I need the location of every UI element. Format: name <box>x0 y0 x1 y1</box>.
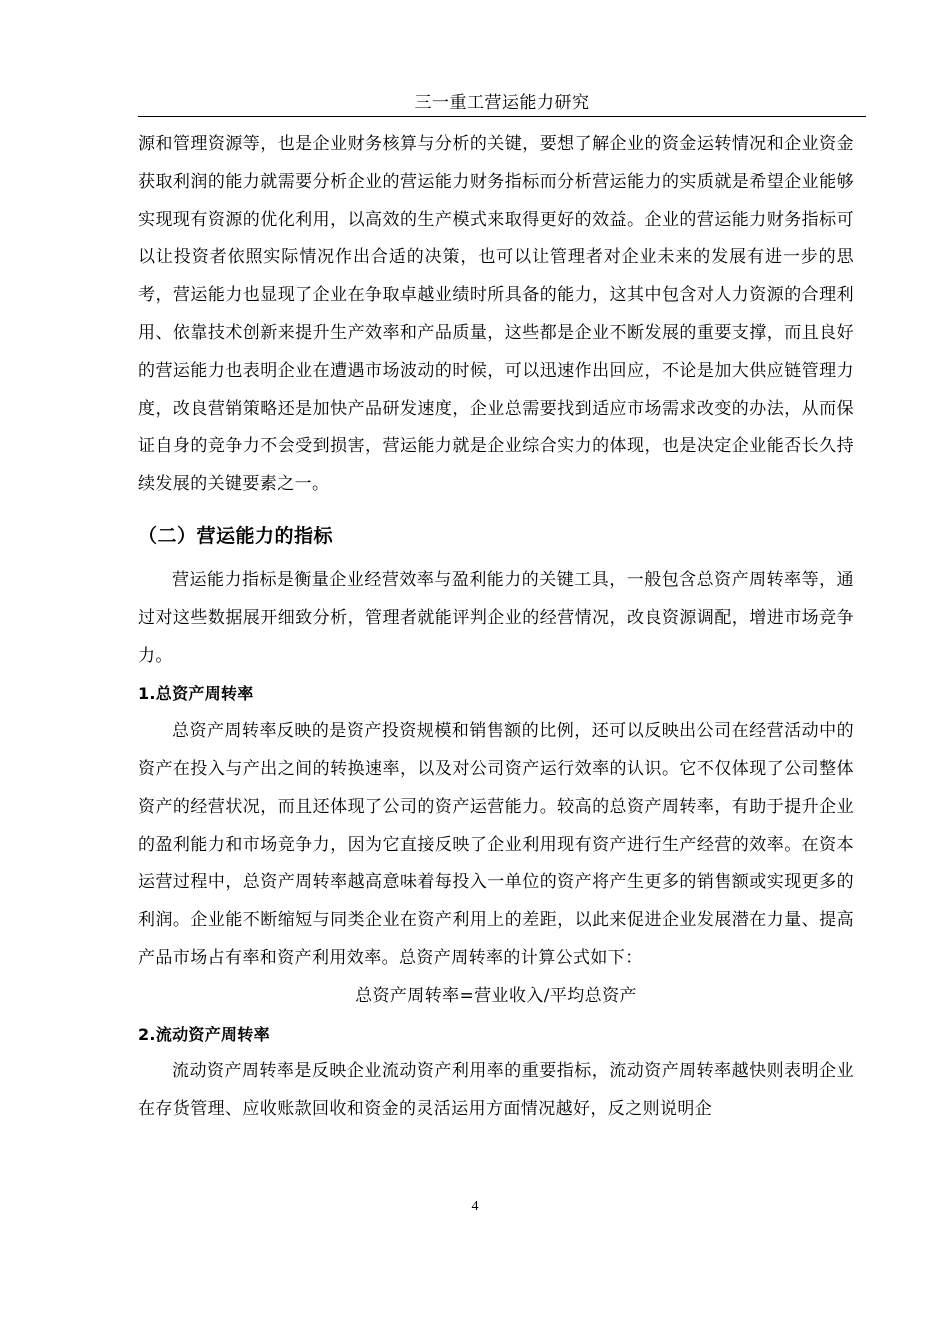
subheading-current-asset-turnover: 2.流动资产周转率 <box>138 1024 270 1044</box>
subheading-total-asset-turnover: 1.总资产周转率 <box>138 684 254 704</box>
total-asset-turnover-paragraph: 总资产周转率反映的是资产投资规模和销售额的比例，还可以反映出公司在经营活动中的资产在投入与产出之间的转换速率，以及对公司资产运行效率的认识。它不仅体现了公司整体资产的经营状况，而且还体现了公司的资产运营能力。较高的总资产周转率，有助于提升企业的盈利能力和市场竞争力，因为它直接反映了企业利用现有资产进行生产经营的效率。在资本运营过程中，总资产周转率越高意味着每投入一单位的资产将产生更多的销售额或实现更多的利润。企业能不断缩短与同类企业在资产利用上的差距，以此来促进企业发展潜在力量、提高产品市场占有率和资产利用效率。总资产周转率的计算公式如下： <box>138 721 854 968</box>
intro-paragraph: 源和管理资源等，也是企业财务核算与分析的关键，要想了解企业的资金运转情况和企业资金获取利润的能力就需要分析企业的营运能力财务指标而分析营运能力的实质就是希望企业能够实现现有资源的优化利用，以高效的生产模式来取得更好的效益。企业的营运能力财务指标可以让投资者依照实际情况作出合适的决策，也可以让管理者对企业未来的发展有进一步的思考，营运能力也显现了企业在争取卓越业绩时所具备的能力，这其中包含对人力资源的合理利用、依靠技术创新来提升生产效率和产品质量，这些都是企业不断发展的重要支撑，而且良好的营运能力也表明企业在遭遇市场波动的时候，可以迅速作出回应，不论是加大供应链管理力度，改良营销策略还是加快产品研发速度，企业总需要找到适应市场需求改变的办法，从而保证自身的竞争力不会受到损害，营运能力就是企业综合实力的体现，也是决定企业能否长久持续发展的关键要素之一。 <box>138 134 854 495</box>
header-divider <box>138 116 866 117</box>
section-intro-paragraph: 营运能力指标是衡量企业经营效率与盈利能力的关键工具，一般包含总资产周转率等，通过对这些数据展开细致分析，管理者就能评判企业的经营情况，改良资源调配，增进市场竞争力。 <box>138 569 854 666</box>
section-heading: （二）营运能力的指标 <box>138 524 334 547</box>
page-number: 4 <box>471 1199 479 1214</box>
page-body <box>138 126 854 1129</box>
total-asset-turnover-formula: 总资产周转率=营业收入/平均总资产 <box>355 985 637 1006</box>
current-asset-turnover-paragraph: 流动资产周转率是反映企业流动资产利用率的重要指标，流动资产周转率越快则表明企业在存货管理、应收账款回收和资金的灵活运用方面情况越好，反之则说明企 <box>138 1061 854 1120</box>
running-header-title: 三一重工营运能力研究 <box>414 93 590 113</box>
